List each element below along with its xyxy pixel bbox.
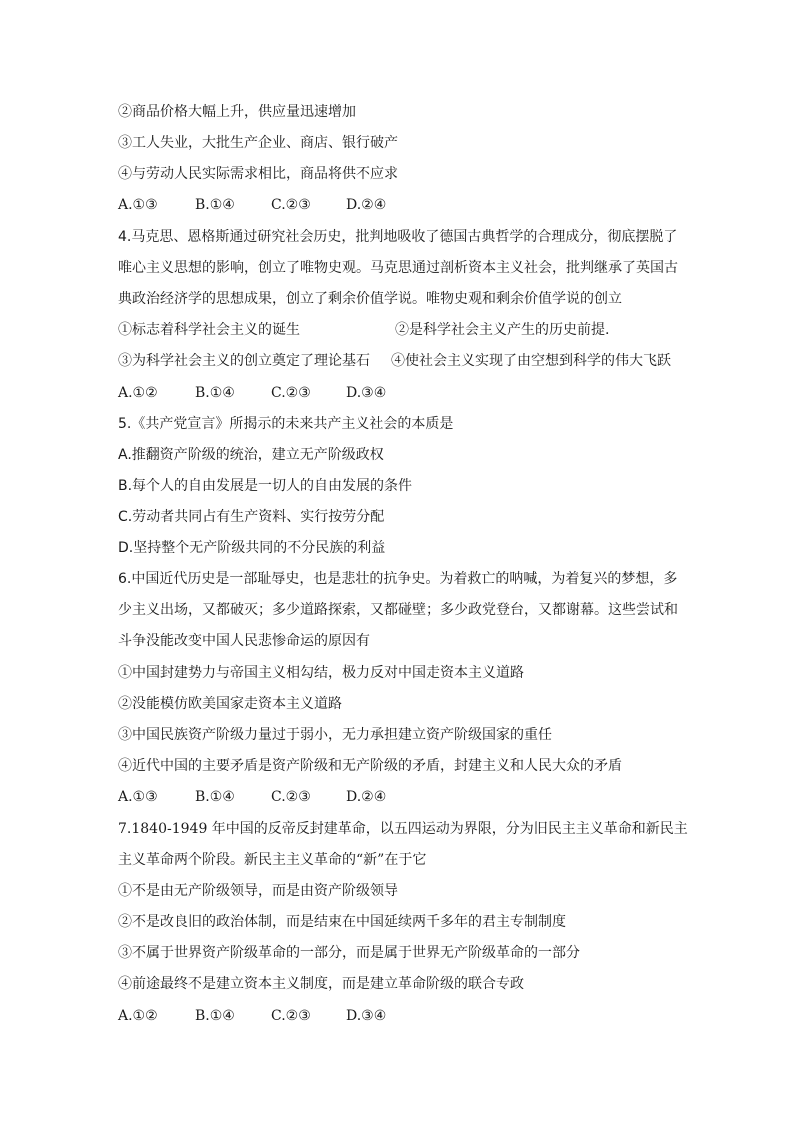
q6-choice-c[interactable]: C.②③ [271, 789, 311, 805]
q4-stem-line-2: 唯心主义思想的影响，创立了唯物史观。马克思通过剖析资本主义社会，批判继承了英国古 [118, 260, 678, 276]
q3-item-2: ②商品价格大幅上升，供应量迅速增加 [118, 104, 356, 120]
q4-choice-c[interactable]: C.②③ [271, 385, 311, 401]
q3-choice-d[interactable]: D.②④ [346, 197, 387, 213]
q7-choice-a[interactable]: A.①② [118, 1008, 158, 1024]
q7-choice-c[interactable]: C.②③ [271, 1008, 311, 1024]
q6-choice-d[interactable]: D.②④ [346, 789, 387, 805]
q6-item-3: ③中国民族资产阶级力量过于弱小，无力承担建立资产阶级国家的重任 [118, 727, 552, 743]
q5-option-d[interactable]: D.坚持整个无产阶级共同的不分民族的利益 [118, 540, 386, 556]
q4-items-row-1 [118, 321, 678, 339]
q6-stem-line-3: 斗争没能改变中国人民悲惨命运的原因有 [118, 633, 370, 649]
q6-item-2: ②没能模仿欧美国家走资本主义道路 [118, 696, 342, 712]
q6-item-4: ④近代中国的主要矛盾是资产阶级和无产阶级的矛盾，封建主义和人民大众的矛盾 [118, 758, 622, 774]
q6-stem-line-1: 6.中国近代历史是一部耻辱史，也是悲壮的抗争史。为着救亡的呐喊，为着复兴的梦想，多 [118, 571, 678, 587]
q4-stem-line-3: 典政治经济学的思想成果，创立了剩余价值学说。唯物史观和剩余价值学说的创立 [118, 291, 622, 307]
q4-item-2: ②是科学社会主义产生的历史前提. [395, 322, 610, 338]
q7-stem-line-1: 7.1840-1949 年中国的反帝反封建革命，以五四运动为界限，分为旧民主主义革命和新民主 [118, 821, 688, 837]
q7-item-2: ②不是改良旧的政治体制，而是结束在中国延续两千多年的君主专制制度 [118, 914, 566, 930]
q5-stem: 5.《共产党宣言》所揭示的未来共产主义社会的本质是 [118, 416, 454, 432]
q4-choice-a[interactable]: A.①② [118, 385, 158, 401]
q6-choice-a[interactable]: A.①③ [118, 789, 158, 805]
q4-stem-line-1: 4.马克思、恩格斯通过研究社会历史，批判地吸收了德国古典哲学的合理成分，彻底摆脱了 [118, 229, 678, 245]
q4-choices [118, 384, 678, 402]
q6-stem-line-2: 少主义出场，又都破灭；多少道路探索，又都碰壁；多少政党登台，又都谢幕。这些尝试和 [118, 602, 678, 618]
q4-item-4: ④使社会主义实现了由空想到科学的伟大飞跃 [391, 353, 671, 369]
q4-choice-d[interactable]: D.③④ [346, 385, 387, 401]
q5-option-c[interactable]: C.劳动者共同占有生产资料、实行按劳分配 [118, 509, 385, 525]
q7-item-3: ③不属于世界资产阶级革命的一部分，而是属于世界无产阶级革命的一部分 [118, 945, 580, 961]
q7-stem-line-2: 主义革命两个阶段。新民主主义革命的“新”在于它 [118, 852, 427, 868]
q4-items-row-2 [118, 352, 678, 370]
q6-item-1: ①中国封建势力与帝国主义相勾结，极力反对中国走资本主义道路 [118, 665, 524, 681]
q3-choices [118, 196, 678, 214]
q3-item-4: ④与劳动人民实际需求相比，商品将供不应求 [118, 166, 398, 182]
q7-item-1: ①不是由无产阶级领导，而是由资产阶级领导 [118, 883, 398, 899]
q3-choice-c[interactable]: C.②③ [271, 197, 311, 213]
q4-choice-b[interactable]: B.①④ [195, 385, 235, 401]
q5-option-b[interactable]: B.每个人的自由发展是一切人的自由发展的条件 [118, 478, 413, 494]
q3-choice-b[interactable]: B.①④ [195, 197, 235, 213]
q7-choices [118, 1007, 678, 1025]
q6-choice-b[interactable]: B.①④ [195, 789, 235, 805]
q6-choices [118, 788, 678, 806]
q4-item-1: ①标志着科学社会主义的诞生 [118, 322, 300, 338]
q4-item-3: ③为科学社会主义的创立奠定了理论基石 [118, 353, 370, 369]
q7-choice-d[interactable]: D.③④ [346, 1008, 387, 1024]
q3-item-3: ③工人失业，大批生产企业、商店、银行破产 [118, 135, 398, 151]
q7-choice-b[interactable]: B.①④ [195, 1008, 235, 1024]
q7-item-4: ④前途最终不是建立资本主义制度，而是建立革命阶级的联合专政 [118, 976, 524, 992]
q3-choice-a[interactable]: A.①③ [118, 197, 158, 213]
q5-option-a[interactable]: A.推翻资产阶级的统治，建立无产阶级政权 [118, 447, 384, 463]
